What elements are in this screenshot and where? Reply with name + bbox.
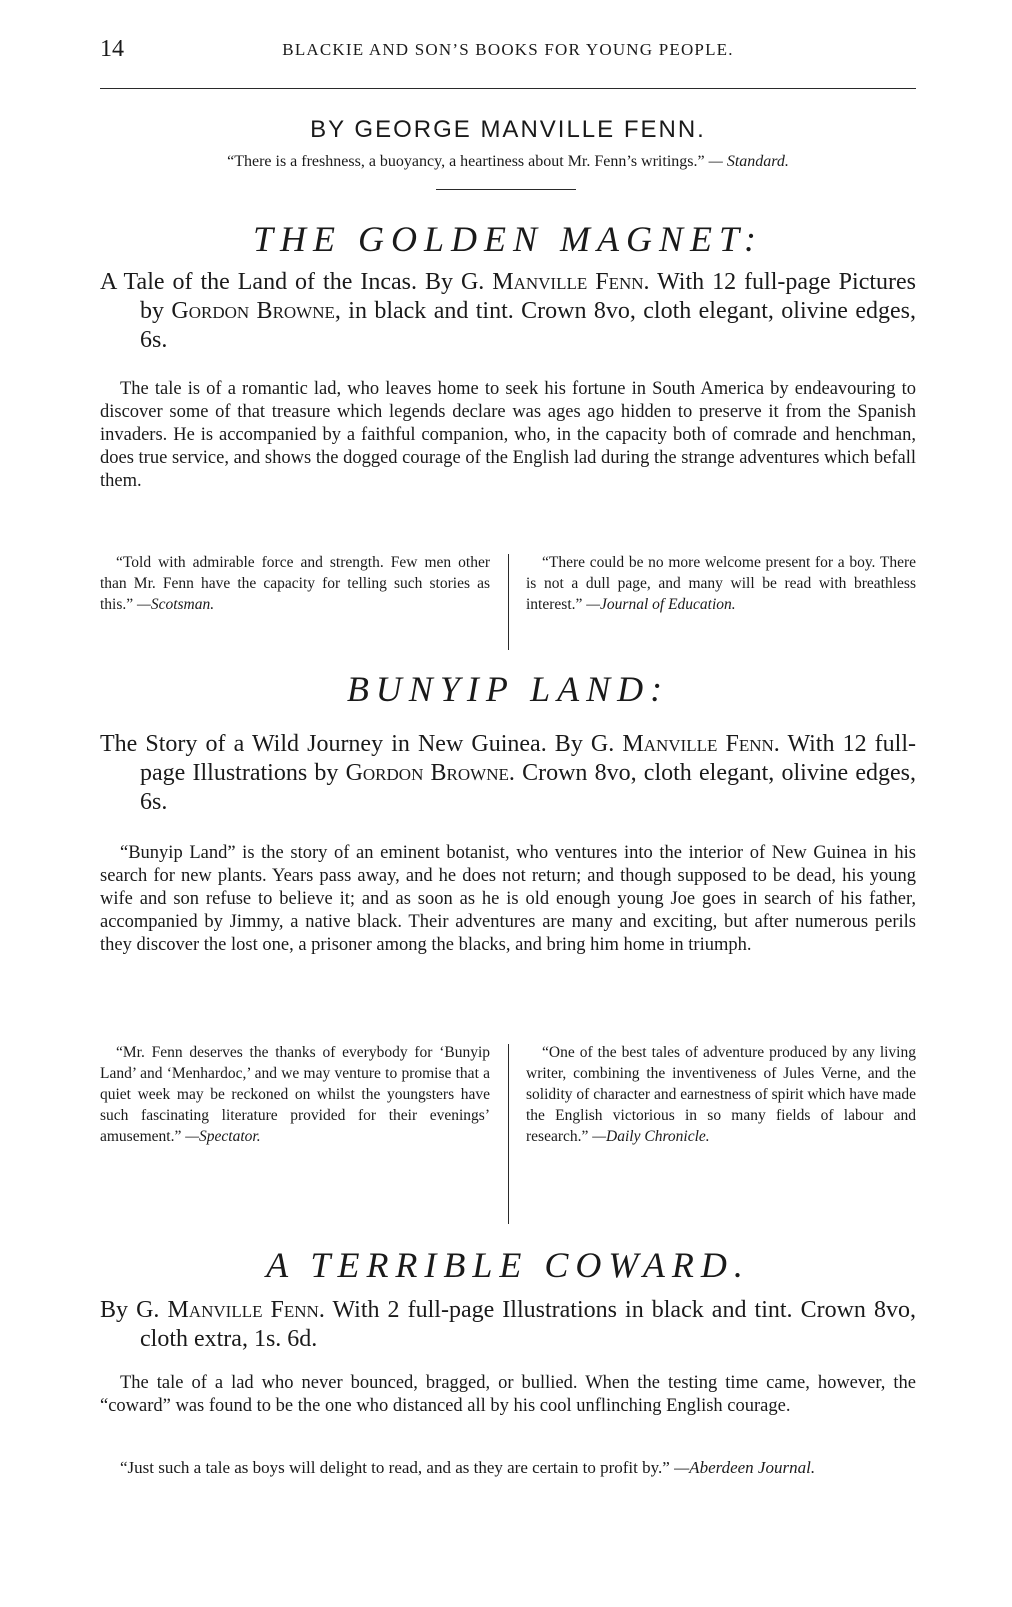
running-title: BLACKIE AND SON’S BOOKS FOR YOUNG PEOPLE.: [282, 40, 734, 59]
desc-text: A Tale of the Land of the Incas. By G.: [100, 269, 493, 295]
header-rule: [100, 88, 916, 89]
review-source: —Scotsman.: [137, 596, 215, 613]
column-divider: [508, 554, 509, 650]
desc-illustrator: Gordon Browne: [171, 298, 335, 324]
desc-text: . With 2 full-page Illustrations in black and tint. Crown 8vo, cloth extra, 1s. 6d.: [140, 1297, 916, 1352]
review-text: “There could be no more welcome present for a boy. There is not a dull page, and many will be read with breathless interest.”: [526, 554, 916, 613]
book-summary-terrible-coward: The tale of a lad who never bounced, bragged, or bullied. When the testing time came, however, the “coward” was found to be the one who distanced all by his cool unflinching English courage.: [100, 1373, 916, 1416]
desc-illustrator: Gordon Browne: [345, 760, 509, 786]
desc-text: . With 12 full-page Pictures by: [140, 269, 916, 324]
desc-text: . With 12 full-page Illustrations by: [140, 731, 917, 786]
review-source: —Aberdeen Journal.: [674, 1458, 816, 1477]
review-source: —Journal of Education.: [586, 596, 736, 613]
column-divider: [508, 1044, 509, 1224]
desc-author: Manville Fenn: [622, 731, 774, 757]
author-quote-source: — Standard.: [708, 153, 789, 170]
book-description-terrible-coward: [100, 1296, 916, 1354]
book-summary-golden-magnet: The tale is of a romantic lad, who leaves home to seek his fortune in South America by endeavouring to discover some of that treasure which legends declare was ages ago hidden to preserve it from the Spanish invaders. He is accompanied by a faithful companion, who, in the capacity both of comrade and henchman, does true service, and shows the dogged courage of the English lad during the strange adventures which befall them.: [100, 379, 916, 491]
author-heading: BY GEORGE MANVILLE FENN.: [310, 116, 706, 143]
review-text: “One of the best tales of adventure produced by any living writer, combining the inventiveness of Jules Verne, and the solidity of character and earnestness of spirit which have made the English victorious in so many fields of labour and research.”: [526, 1044, 916, 1145]
desc-text: By G.: [100, 1297, 168, 1323]
book-title-bunyip-land: BUNYIP LAND:: [346, 669, 670, 709]
desc-author: Manville Fenn: [167, 1297, 319, 1323]
review-left: [100, 1042, 490, 1147]
review-text: “Mr. Fenn deserves the thanks of everybody for ‘Bunyip Land’ and ‘Menhardoc,’ and we may venture to promise that a quiet week may be reckoned on whilst the youngsters have such fascinating literature provided for their evenings’ amusement.”: [100, 1044, 490, 1145]
desc-author: Manville Fenn: [492, 269, 644, 295]
desc-text: , in black and tint. Crown 8vo, cloth elegant, olivine edges, 6s.: [140, 298, 916, 353]
review-source: —Spectator.: [185, 1128, 261, 1145]
review-source: —Daily Chronicle.: [592, 1128, 710, 1145]
book-description-bunyip-land: [100, 730, 916, 817]
book-summary-bunyip-land: “Bunyip Land” is the story of an eminent botanist, who ventures into the interior of New Guinea in his search for new plants. Years pass away, and he does not return; and though supposed to be dead, his young wife and son refuse to believe it; and as soon as he is old enough young Joe goes in search of his father, accompanied by Jimmy, a native black. Their adventures are many and exciting, but after numerous perils they discover the lost one, a prisoner among the blacks, and bring him home in triumph.: [100, 843, 916, 955]
book-description-golden-magnet: [100, 268, 916, 355]
author-quote: [100, 153, 916, 171]
review-text: “Told with admirable force and strength. Few men other than Mr. Fenn have the capacity for telling such stories as this.”: [100, 554, 490, 613]
author-quote-text: “There is a freshness, a buoyancy, a heartiness about Mr. Fenn’s writings.”: [227, 153, 705, 170]
review-terrible-coward: [100, 1456, 916, 1479]
running-head: [100, 36, 916, 66]
book-title-terrible-coward: A TERRIBLE COWARD.: [266, 1245, 750, 1285]
book-title-golden-magnet: THE GOLDEN MAGNET:: [252, 219, 764, 259]
review-text: “Just such a tale as boys will delight to read, and as they are certain to profit by.”: [120, 1458, 670, 1477]
page-number: 14: [100, 36, 124, 62]
review-right: [526, 552, 916, 615]
author-rule: [436, 189, 576, 190]
desc-text: . Crown 8vo, cloth elegant, olivine edges, 6s.: [140, 760, 916, 815]
review-right: [526, 1042, 916, 1147]
desc-text: The Story of a Wild Journey in New Guinea. By G.: [100, 731, 623, 757]
review-left: [100, 552, 490, 615]
